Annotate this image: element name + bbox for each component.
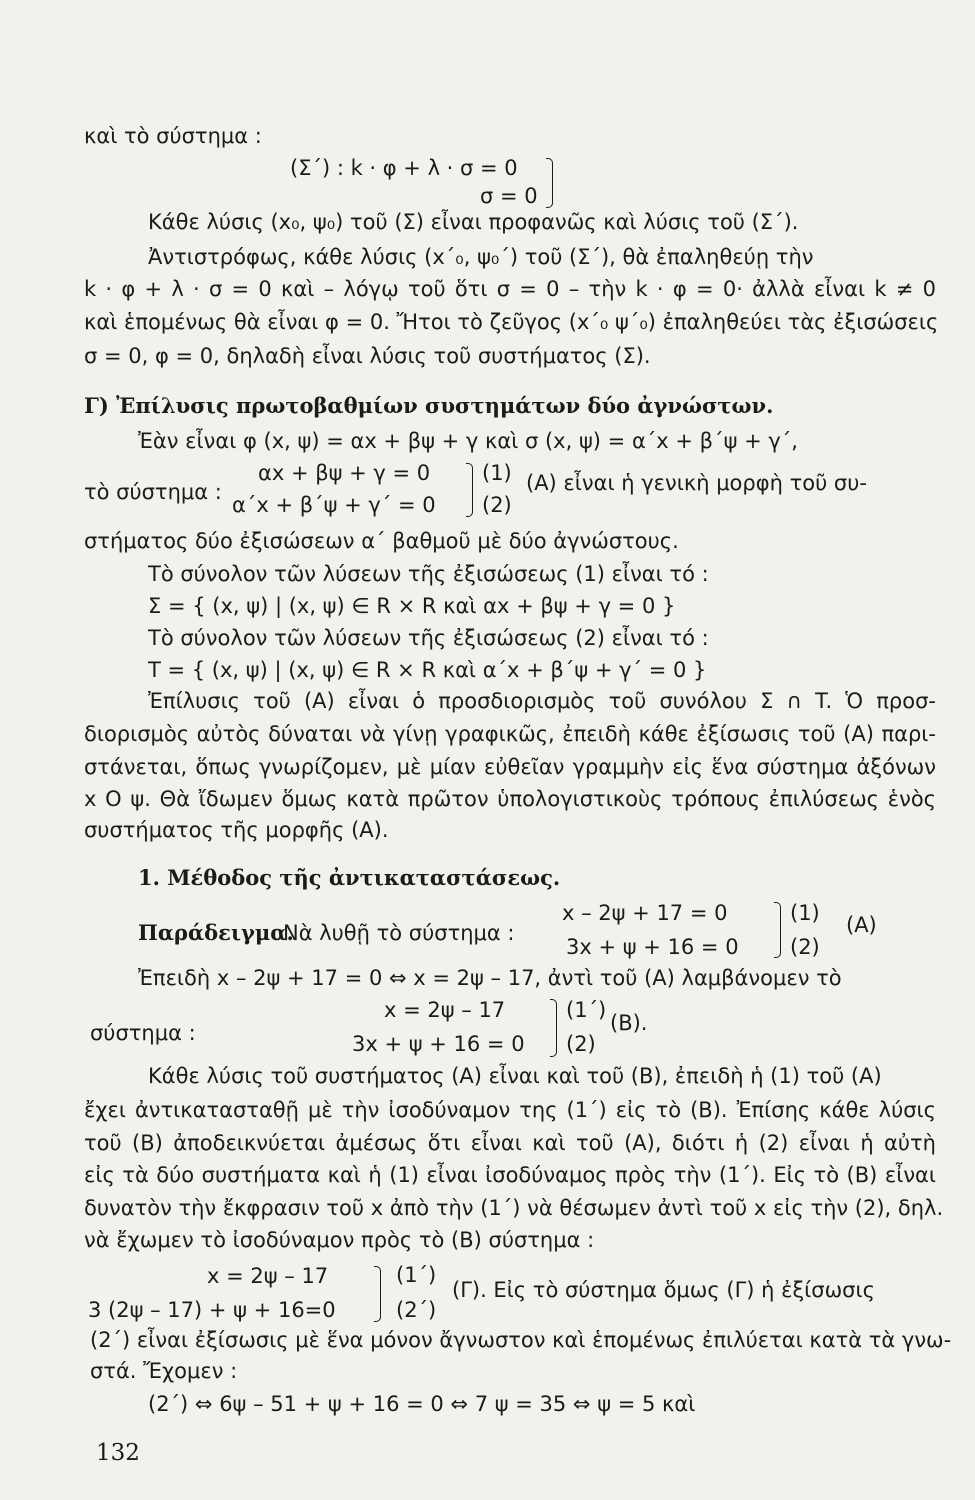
text-line: Κάθε λύσις (x₀, ψ₀) τοῦ (Σ) εἶναι προφανῶς καὶ λύσις τοῦ (Σ΄).	[148, 210, 799, 234]
text-line: ἔχει ἀντικατασταθῇ μὲ τὴν ἰσοδύναμον της (1΄) εἰς τὸ (Β). Ἐπίσης κάθε λύσις	[84, 1098, 936, 1122]
text-line: καὶ τὸ σύστημα :	[84, 124, 262, 148]
example-label: Παράδειγμα.	[138, 920, 294, 945]
text-line: Ἐὰν εἶναι φ (x, ψ) = αx + βψ + γ καὶ σ (x, ψ) = α΄x + β΄ψ + γ΄,	[138, 429, 798, 453]
equation-number: (2)	[566, 1032, 596, 1056]
text-line: συστήματος τῆς μορφῆς (Α).	[84, 818, 389, 842]
equation-number: (1)	[790, 901, 820, 925]
text-line: σύστημα :	[90, 1021, 196, 1045]
equation: Σ = { (x, ψ) | (x, ψ) ∈ R × R καὶ αx + βψ + γ = 0 }	[148, 594, 676, 618]
system-label: (Β).	[610, 1011, 648, 1035]
text-line: Τὸ σύνολον τῶν λύσεων τῆς ἐξισώσεως (2) εἶναι τό :	[148, 626, 709, 650]
equation: (2΄) ⇔ 6ψ – 51 + ψ + 16 = 0 ⇔ 7 ψ = 35 ⇔ ψ = 5 καὶ	[148, 1392, 696, 1416]
text-line: Ἐπειδὴ x – 2ψ + 17 = 0 ⇔ x = 2ψ – 17, ἀντὶ τοῦ (Α) λαμβάνομεν τὸ	[138, 966, 842, 990]
text-line: στήματος δύο ἐξισώσεων α΄ βαθμοῦ μὲ δύο ἀγνώστους.	[84, 529, 679, 553]
equation: α΄x + β΄ψ + γ΄ = 0	[232, 493, 436, 517]
equation-number: (1΄)	[396, 1263, 437, 1287]
equation-number: (1΄)	[566, 998, 607, 1022]
equation: x – 2ψ + 17 = 0	[562, 901, 728, 925]
brace	[774, 902, 781, 958]
equation: x = 2ψ – 17	[207, 1264, 329, 1288]
system-label: (Α)	[846, 913, 877, 937]
section-heading: 1. Μέθοδος τῆς ἀντικαταστάσεως.	[138, 865, 561, 890]
text-line: δυνατὸν τὴν ἔκφρασιν τοῦ x ἀπὸ τὴν (1΄) νὰ θέσωμεν ἀντὶ τοῦ x εἰς τὴν (2), δηλ.	[84, 1196, 944, 1220]
section-heading: Γ) Ἐπίλυσις πρωτοβαθμίων συστημάτων δύο ἀγνώστων.	[84, 393, 774, 418]
text-line: τοῦ (Β) ἀποδεικνύεται ἀμέσως ὅτι εἶναι καὶ τοῦ (Α), διότι ἡ (2) εἶναι ἡ αὐτὴ	[84, 1131, 936, 1155]
text-line: (Γ). Εἰς τὸ σύστημα ὅμως (Γ) ἡ ἐξίσωσις	[452, 1278, 875, 1302]
brace	[466, 463, 473, 517]
text-line: Τὸ σύνολον τῶν λύσεων τῆς ἐξισώσεως (1) εἶναι τό :	[148, 562, 709, 586]
text-line: k · φ + λ · σ = 0 καὶ – λόγῳ τοῦ ὅτι σ = 0 – τὴν k · φ = 0· ἀλλὰ εἶναι k ≠ 0	[84, 277, 936, 301]
equation: αx + βψ + γ = 0	[258, 461, 431, 485]
text-line: Νὰ λυθῇ τὸ σύστημα :	[283, 921, 515, 945]
text-line: (2΄) εἶναι ἐξίσωσις μὲ ἕνα μόνον ἄγνωστον καὶ ἑπομένως ἐπιλύεται κατὰ τὰ γνω-	[90, 1328, 952, 1352]
equation: (Σ΄) : k · φ + λ · σ = 0	[290, 156, 518, 180]
brace	[546, 158, 553, 208]
text-line: νὰ ἔχωμεν τὸ ἰσοδύναμον πρὸς τὸ (Β) σύστημα :	[84, 1228, 595, 1252]
brace	[374, 1266, 381, 1322]
equation-number: (1)	[482, 461, 512, 485]
equation: 3x + ψ + 16 = 0	[352, 1032, 525, 1056]
text-line: καὶ ἑπομένως θὰ εἶναι φ = 0. Ἤτοι τὸ ζεῦγος (x΄₀ ψ΄₀) ἐπαληθεύει τὰς ἐξισώσεις	[84, 310, 939, 334]
text-line: x O ψ. Θὰ ἴδωμεν ὅμως κατὰ πρῶτον ὑπολογιστικοὺς τρόπους ἐπιλύσεως ἑνὸς	[84, 787, 936, 811]
equation: 3 (2ψ – 17) + ψ + 16=0	[88, 1298, 336, 1322]
text-line: διορισμὸς αὐτὸς δύναται νὰ γίνῃ γραφικῶς, ἐπειδὴ κάθε ἐξίσωσις τοῦ (Α) παρι-	[84, 722, 936, 746]
text-line: τὸ σύστημα :	[84, 480, 222, 504]
text-line: εἰς τὰ δύο συστήματα καὶ ἡ (1) εἶναι ἰσοδύναμος πρὸς τὴν (1΄). Εἰς τὸ (Β) εἶναι	[84, 1163, 936, 1187]
text-line: στάνεται, ὅπως γνωρίζομεν, μὲ μίαν εὐθεῖαν γραμμὴν εἰς ἕνα σύστημα ἀξόνων	[84, 755, 936, 779]
brace	[550, 999, 557, 1057]
equation: 3x + ψ + 16 = 0	[566, 935, 739, 959]
equation: T = { (x, ψ) | (x, ψ) ∈ R × R καὶ α΄x + β΄ψ + γ΄ = 0 }	[148, 658, 707, 682]
text-line: Κάθε λύσις τοῦ συστήματος (Α) εἶναι καὶ τοῦ (Β), ἐπειδὴ ἡ (1) τοῦ (Α)	[148, 1064, 882, 1088]
equation-number: (2)	[482, 493, 512, 517]
page-number: 132	[96, 1440, 140, 1466]
equation: x = 2ψ – 17	[384, 998, 506, 1022]
text-line: σ = 0, φ = 0, δηλαδὴ εἶναι λύσις τοῦ συστήματος (Σ).	[84, 344, 651, 368]
equation-number: (2΄)	[396, 1298, 437, 1322]
equation: σ = 0	[480, 184, 538, 208]
text-line: Ἀντιστρόφως, κάθε λύσις (x΄₀, ψ₀΄) τοῦ (Σ΄), θὰ ἐπαληθεύῃ τὴν	[148, 245, 814, 269]
equation-number: (2)	[790, 935, 820, 959]
text-line: στά. Ἔχομεν :	[90, 1359, 238, 1383]
text-line: (Α) εἶναι ἡ γενικὴ μορφὴ τοῦ συ-	[526, 471, 867, 495]
text-line: Ἐπίλυσις τοῦ (Α) εἶναι ὁ προσδιορισμὸς τοῦ συνόλου Σ ∩ T. Ὁ προσ-	[148, 689, 936, 713]
